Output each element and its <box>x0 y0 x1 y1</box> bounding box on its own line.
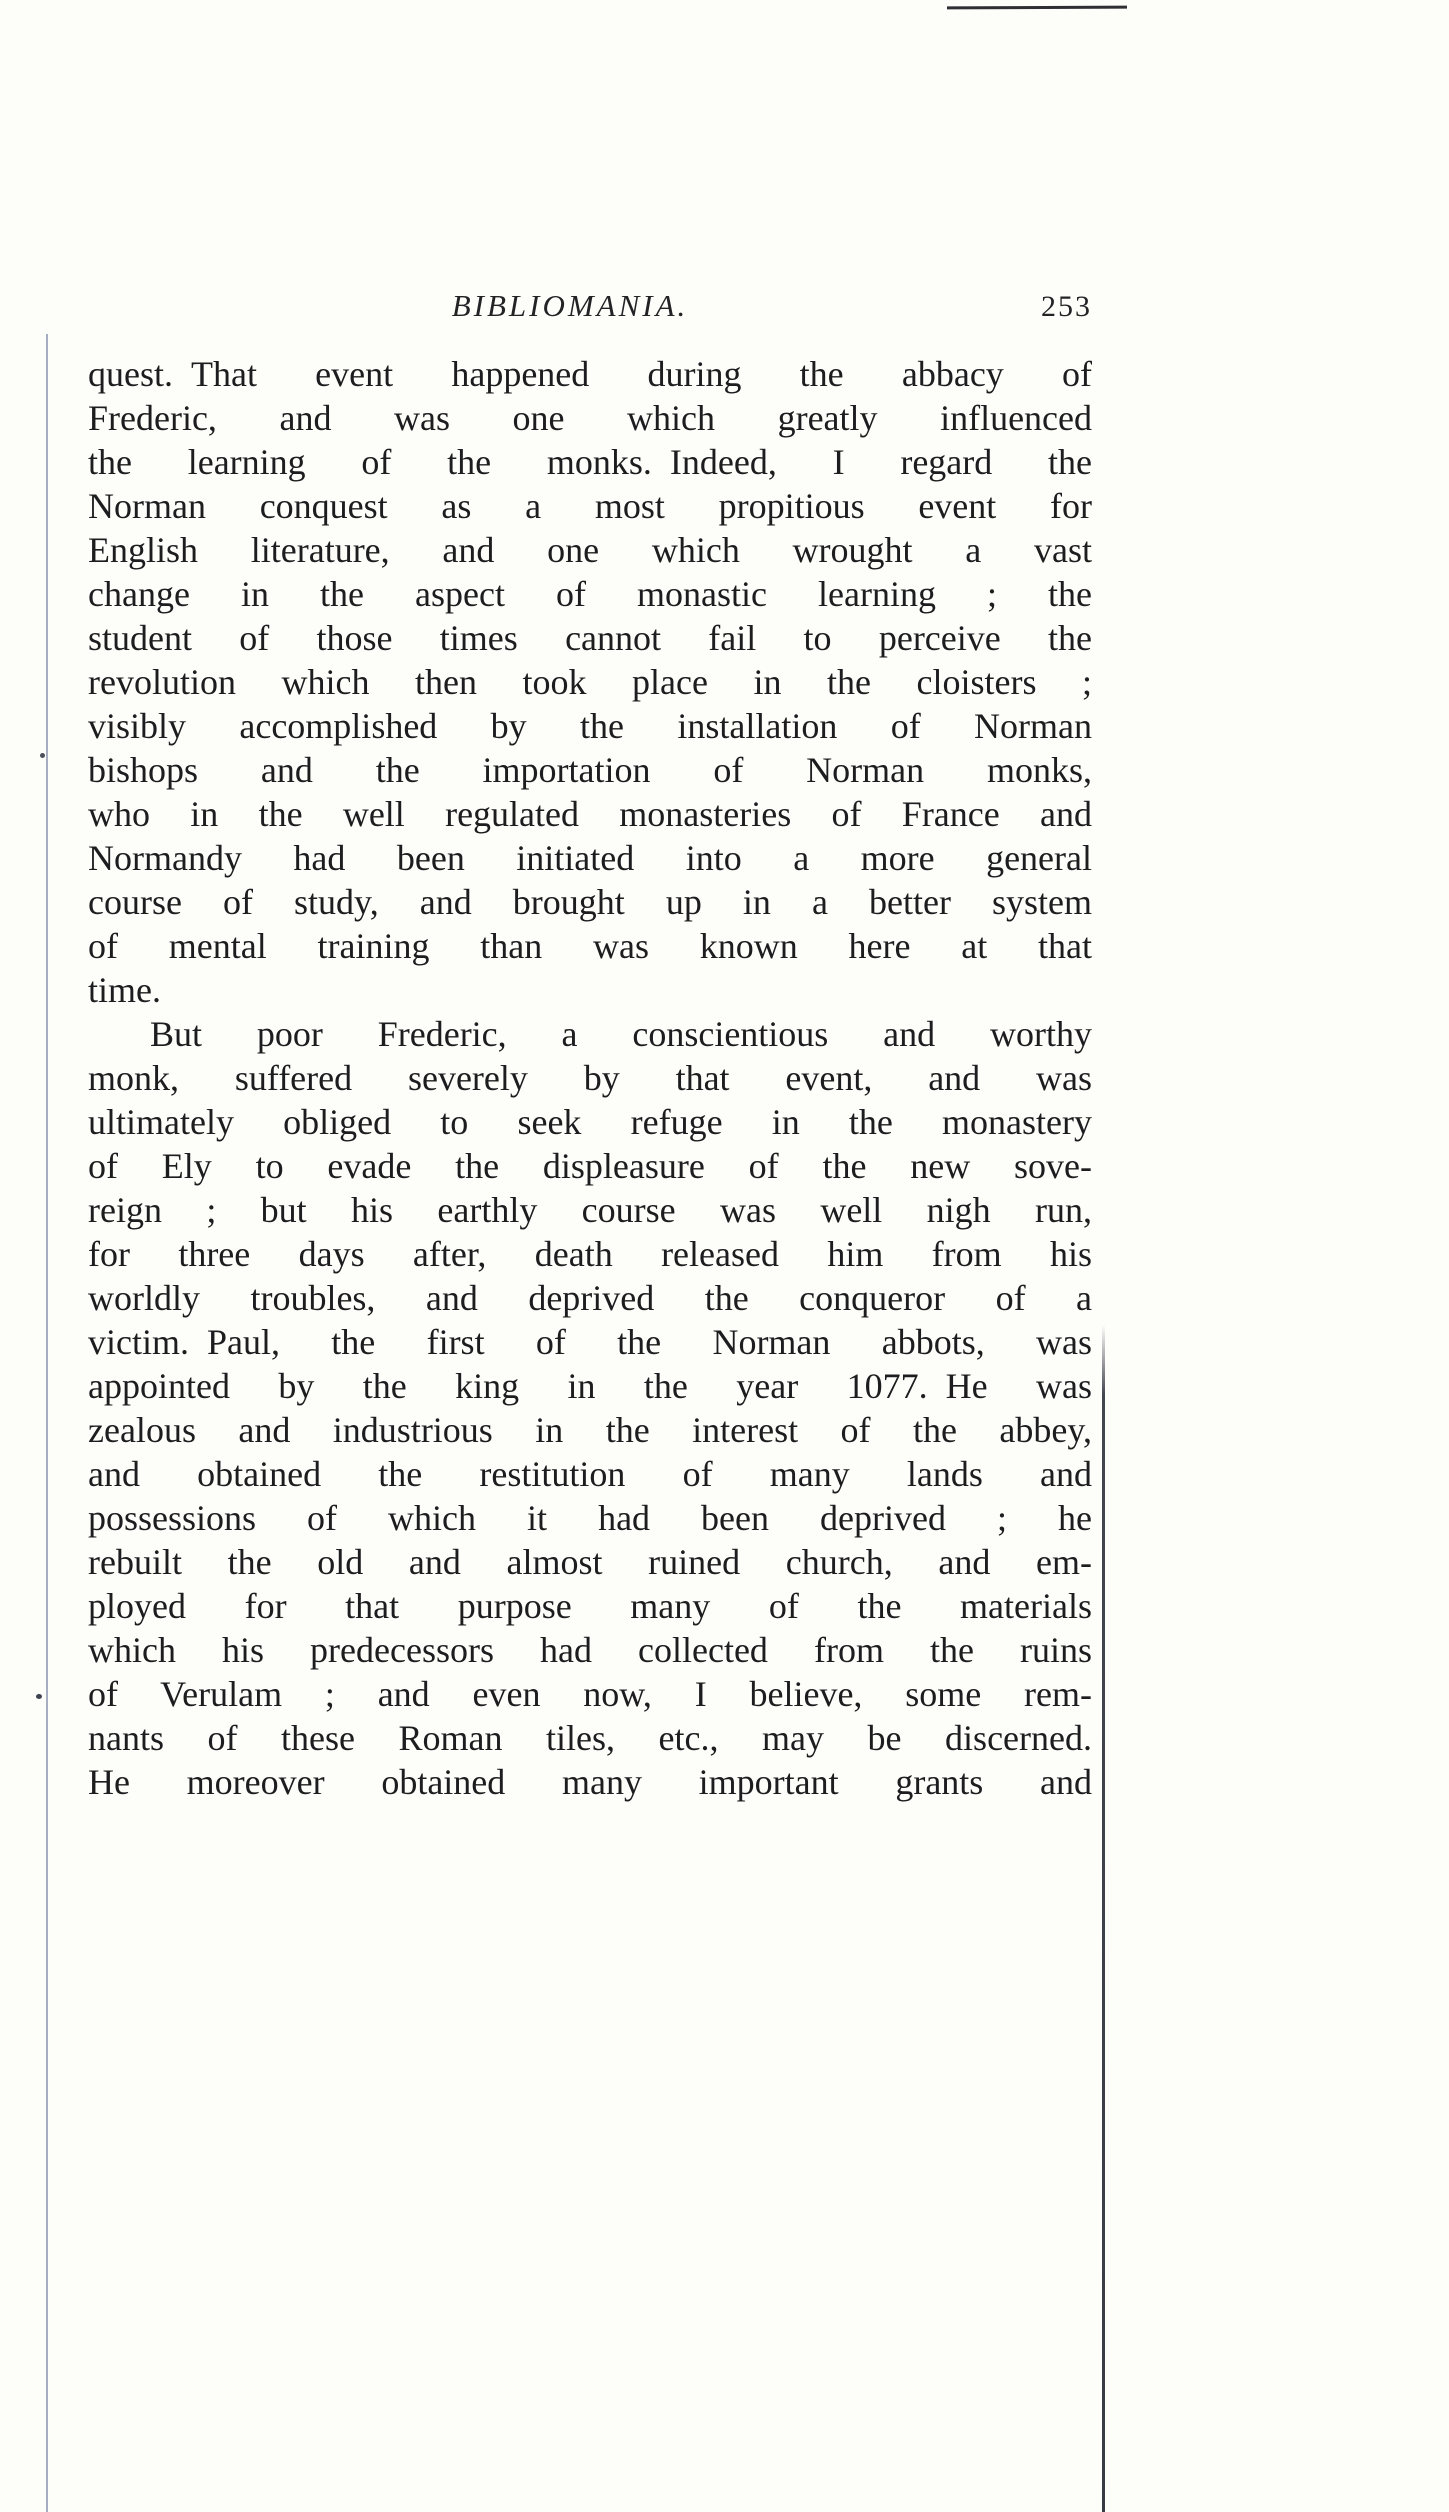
text-line: visibly accomplished by the installation of Norman <box>88 706 1092 746</box>
text-line: bishops and the importation of Norman monks, <box>88 750 1092 790</box>
text-line: of Verulam ; and even now, I believe, some rem- <box>88 1674 1092 1714</box>
text-line: student of those times cannot fail to perceive the <box>88 618 1092 658</box>
text-line: change in the aspect of monastic learning ; the <box>88 574 1092 614</box>
text-line: who in the well regulated monasteries of France and <box>88 794 1092 834</box>
scan-speck <box>40 753 45 758</box>
text-line: of mental training than was known here at that <box>88 926 1092 966</box>
text-line: which his predecessors had collected from the ruins <box>88 1630 1092 1670</box>
text-line: and obtained the restitution of many lands and <box>88 1454 1092 1494</box>
text-line: reign ; but his earthly course was well nigh run, <box>88 1190 1092 1230</box>
running-title: BIBLIOMANIA. <box>451 288 689 323</box>
text-line: course of study, and brought up in a better system <box>88 882 1092 922</box>
text-line: revolution which then took place in the cloisters ; <box>88 662 1092 702</box>
text-line: Frederic, and was one which greatly influenced <box>88 398 1092 438</box>
text-line: He moreover obtained many important grants and <box>88 1762 1092 1802</box>
text-line: zealous and industrious in the interest of the abbey, <box>88 1410 1092 1450</box>
text-block <box>88 352 1092 1804</box>
text-line: rebuilt the old and almost ruined church, and em- <box>88 1542 1092 1582</box>
text-line: ployed for that purpose many of the materials <box>88 1586 1092 1626</box>
text-line: appointed by the king in the year 1077. He was <box>88 1366 1092 1406</box>
paragraph <box>88 1012 1092 1804</box>
page-number: 253 <box>1041 290 1092 323</box>
text-line: the learning of the monks. Indeed, I regard the <box>88 442 1092 482</box>
scan-artifact-left-rule <box>46 334 48 2512</box>
text-line: nants of these Roman tiles, etc., may be discerned. <box>88 1718 1092 1758</box>
text-line: possessions of which it had been deprived ; he <box>88 1498 1092 1538</box>
text-line: But poor Frederic, a conscientious and worthy <box>150 1014 1092 1054</box>
text-line: time. <box>88 970 161 1010</box>
text-line: victim. Paul, the first of the Norman abbots, was <box>88 1322 1092 1362</box>
text-line: quest. That event happened during the abbacy of <box>88 354 1092 394</box>
scan-artifact-right-rule <box>1102 1325 1105 2512</box>
page-header <box>88 288 1092 332</box>
text-line: monk, suffered severely by that event, and was <box>88 1058 1092 1098</box>
text-line: worldly troubles, and deprived the conqueror of a <box>88 1278 1092 1318</box>
text-line: ultimately obliged to seek refuge in the monastery <box>88 1102 1092 1142</box>
text-line: Normandy had been initiated into a more general <box>88 838 1092 878</box>
text-line: English literature, and one which wrought a vast <box>88 530 1092 570</box>
text-line: for three days after, death released him from his <box>88 1234 1092 1274</box>
text-line: of Ely to evade the displeasure of the new sove- <box>88 1146 1092 1186</box>
scan-speck <box>36 1694 42 1699</box>
scan-artifact-top-rule <box>947 6 1127 10</box>
paragraph <box>88 352 1092 1012</box>
text-line: Norman conquest as a most propitious event for <box>88 486 1092 526</box>
